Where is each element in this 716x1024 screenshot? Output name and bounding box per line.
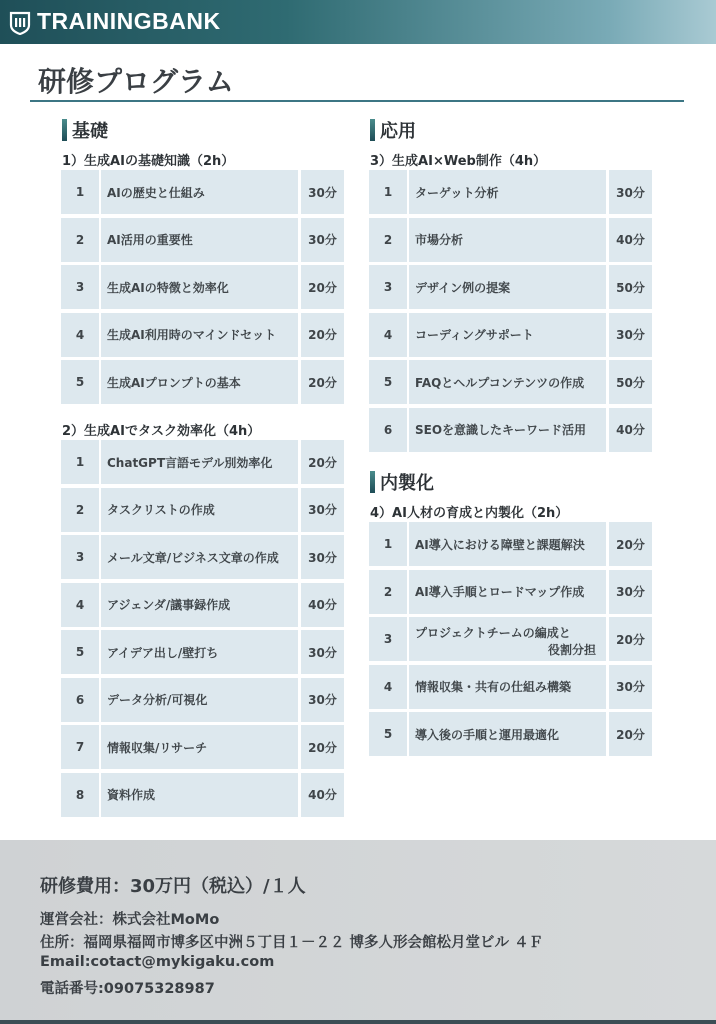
table-row xyxy=(61,725,345,769)
row-number: 5 xyxy=(61,360,99,404)
section-label: 内製化 xyxy=(380,473,434,494)
brand-name: TRAININGBANK xyxy=(37,8,221,34)
section-heading-advanced xyxy=(370,118,416,142)
course-table-1 xyxy=(61,170,345,408)
row-duration: 20分 xyxy=(301,360,344,404)
row-duration: 20分 xyxy=(609,712,652,756)
row-duration: 50分 xyxy=(609,265,652,309)
row-topic: AI導入手順とロードマップ作成 xyxy=(409,570,606,614)
row-number: 2 xyxy=(61,218,99,262)
row-duration: 30分 xyxy=(609,313,652,357)
row-number: 5 xyxy=(369,360,407,404)
row-topic: 資料作成 xyxy=(101,773,298,817)
row-duration: 50分 xyxy=(609,360,652,404)
table-row xyxy=(369,522,653,566)
row-duration: 40分 xyxy=(301,773,344,817)
row-topic: 情報収集・共有の仕組み構築 xyxy=(409,665,606,709)
row-duration: 30分 xyxy=(301,218,344,262)
row-topic: 市場分析 xyxy=(409,218,606,262)
table-row xyxy=(61,218,345,262)
row-number: 4 xyxy=(369,665,407,709)
footer-bottom-rule xyxy=(0,1020,716,1024)
table-row xyxy=(369,665,653,709)
section-marker-icon xyxy=(62,119,67,141)
row-topic: AI導入における障壁と課題解決 xyxy=(409,522,606,566)
row-duration: 40分 xyxy=(301,583,344,627)
row-number: 1 xyxy=(369,170,407,214)
row-duration: 30分 xyxy=(301,630,344,674)
row-duration: 20分 xyxy=(609,617,652,661)
section-heading-basics xyxy=(62,118,108,142)
header-banner xyxy=(0,0,716,44)
company-address: 住所：福岡県福岡市博多区中洲５丁目１－２２ 博多人形会館松月堂ビル ４Ｆ xyxy=(40,935,544,951)
contact-phone: 電話番号:09075328987 xyxy=(40,981,215,997)
row-duration: 20分 xyxy=(301,725,344,769)
row-topic: FAQとヘルプコンテンツの作成 xyxy=(409,360,606,404)
logo xyxy=(8,8,221,35)
row-duration: 20分 xyxy=(609,522,652,566)
table-row xyxy=(369,265,653,309)
row-number: 2 xyxy=(369,218,407,262)
table-row xyxy=(369,313,653,357)
row-topic: 生成AIの特徴と効率化 xyxy=(101,265,298,309)
table-row xyxy=(369,617,653,661)
page-title: 研修プログラム xyxy=(38,65,234,98)
row-duration: 40分 xyxy=(609,218,652,262)
table-row xyxy=(61,488,345,532)
section-label: 基礎 xyxy=(72,121,108,142)
row-topic: AI活用の重要性 xyxy=(101,218,298,262)
row-duration: 40分 xyxy=(609,408,652,452)
row-number: 4 xyxy=(369,313,407,357)
row-number: 3 xyxy=(369,617,407,661)
row-topic: タスクリストの作成 xyxy=(101,488,298,532)
table-row xyxy=(61,313,345,357)
row-number: 5 xyxy=(61,630,99,674)
row-topic: ChatGPT言語モデル別効率化 xyxy=(101,440,298,484)
table-row xyxy=(369,360,653,404)
row-duration: 30分 xyxy=(609,665,652,709)
row-topic xyxy=(409,617,606,661)
course-table-4 xyxy=(369,522,653,760)
row-number: 6 xyxy=(369,408,407,452)
row-duration: 20分 xyxy=(301,313,344,357)
table-row xyxy=(61,773,345,817)
row-number: 3 xyxy=(61,265,99,309)
table-row xyxy=(369,170,653,214)
row-topic: SEOを意識したキーワード活用 xyxy=(409,408,606,452)
row-number: 1 xyxy=(369,522,407,566)
row-number: 1 xyxy=(61,440,99,484)
row-topic: 情報収集/リサーチ xyxy=(101,725,298,769)
course-table-2 xyxy=(61,440,345,820)
table-row xyxy=(61,360,345,404)
table-row xyxy=(61,583,345,627)
row-number: 4 xyxy=(61,583,99,627)
table-row xyxy=(61,678,345,722)
course-heading-3: 3）生成AI×Web制作（4h） xyxy=(370,154,547,169)
course-heading-4: 4）AI人材の育成と内製化（2h） xyxy=(370,506,569,521)
row-duration: 30分 xyxy=(301,678,344,722)
row-topic: 生成AI利用時のマインドセット xyxy=(101,313,298,357)
row-duration: 30分 xyxy=(609,570,652,614)
row-topic: 生成AIプロンプトの基本 xyxy=(101,360,298,404)
course-heading-1: 1）生成AIの基礎知識（2h） xyxy=(62,154,235,169)
table-row xyxy=(61,535,345,579)
row-duration: 30分 xyxy=(301,535,344,579)
section-label: 応用 xyxy=(380,121,416,142)
row-number: 2 xyxy=(369,570,407,614)
table-row xyxy=(369,712,653,756)
row-number: 2 xyxy=(61,488,99,532)
bank-logo-icon xyxy=(8,9,32,35)
row-number: 8 xyxy=(61,773,99,817)
row-duration: 30分 xyxy=(301,488,344,532)
row-number: 5 xyxy=(369,712,407,756)
table-row xyxy=(61,170,345,214)
row-topic: コーディングサポート xyxy=(409,313,606,357)
row-number: 6 xyxy=(61,678,99,722)
table-row xyxy=(369,408,653,452)
row-number: 3 xyxy=(369,265,407,309)
row-topic: AIの歴史と仕組み xyxy=(101,170,298,214)
title-divider xyxy=(30,100,684,102)
row-duration: 20分 xyxy=(301,265,344,309)
row-duration: 30分 xyxy=(301,170,344,214)
row-number: 3 xyxy=(61,535,99,579)
table-row xyxy=(61,630,345,674)
course-heading-2: 2）生成AIでタスク効率化（4h） xyxy=(62,424,261,439)
row-topic: ターゲット分析 xyxy=(409,170,606,214)
row-topic: アジェンダ/議事録作成 xyxy=(101,583,298,627)
table-row xyxy=(61,440,345,484)
row-duration: 30分 xyxy=(609,170,652,214)
row-topic: データ分析/可視化 xyxy=(101,678,298,722)
course-table-3 xyxy=(369,170,653,455)
row-topic: 導入後の手順と運用最適化 xyxy=(409,712,606,756)
table-row xyxy=(369,570,653,614)
section-marker-icon xyxy=(370,471,375,493)
row-number: 1 xyxy=(61,170,99,214)
row-topic: メール文章/ビジネス文章の作成 xyxy=(101,535,298,579)
row-topic: アイデア出し/壁打ち xyxy=(101,630,298,674)
company-name: 運営会社：株式会社MoMo xyxy=(40,912,220,928)
training-fee: 研修費用：30万円（税込）/１人 xyxy=(40,876,306,897)
row-number: 4 xyxy=(61,313,99,357)
table-row xyxy=(61,265,345,309)
row-duration: 20分 xyxy=(301,440,344,484)
row-topic-line1: プロジェクトチームの編成と xyxy=(415,626,571,640)
row-topic-line2: 役割分担 xyxy=(547,643,596,657)
contact-email: Email:cotact@mykigaku.com xyxy=(40,954,275,970)
section-marker-icon xyxy=(370,119,375,141)
section-heading-inhouse xyxy=(370,470,434,494)
table-row xyxy=(369,218,653,262)
row-topic: デザイン例の提案 xyxy=(409,265,606,309)
row-number: 7 xyxy=(61,725,99,769)
